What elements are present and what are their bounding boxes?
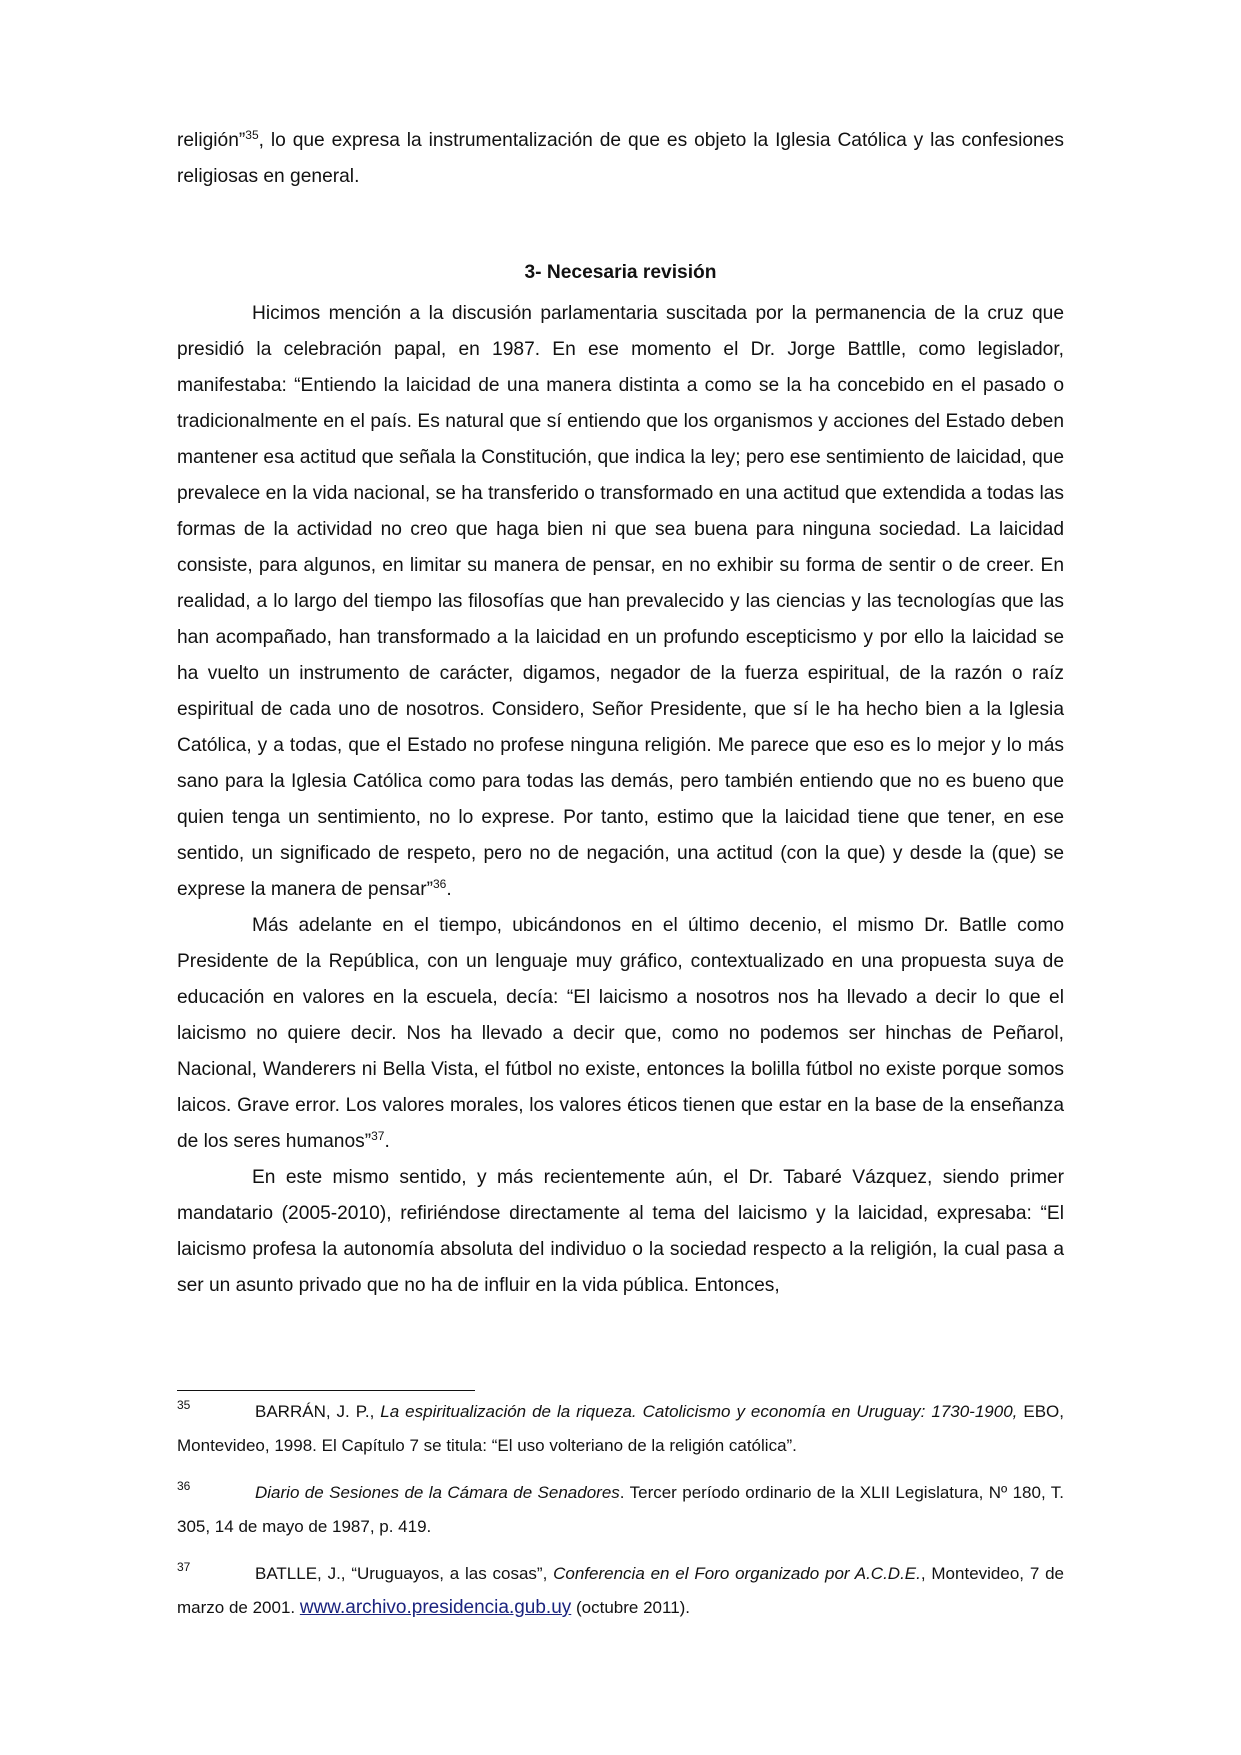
- footnote-title: Diario de Sesiones de la Cámara de Senadores: [255, 1483, 620, 1502]
- footnotes: [177, 1388, 1064, 1631]
- main-body: [177, 296, 1064, 1304]
- footnote-title: La espiritualización de la riqueza. Catolicismo y economía en Uruguay: 1730-1900,: [380, 1402, 1018, 1421]
- footnote-rest: EBO, Montevideo, 1998. El Capítulo 7 se titula: “El uso volteriano de la religión católica”.: [177, 1402, 1064, 1455]
- footnote-rest: . Tercer período ordinario de la XLII Legislatura, Nº 180, T. 305, 14 de mayo de 1987, p. 419.: [177, 1483, 1065, 1536]
- footnote-37: [177, 1550, 1064, 1625]
- archive-link[interactable]: www.archivo.presidencia.gub.uy: [299, 1597, 572, 1618]
- footnote-35: [177, 1388, 1064, 1463]
- footnote-author: BATLLE, J., “Uruguayos, a las cosas”,: [255, 1564, 554, 1583]
- paragraph-text: En este mismo sentido, y más recientemente aún, el Dr. Tabaré Vázquez, siendo primer mandatario (2005-2010), refiriéndose directamente al tema del laicismo y la laicidad, expresaba: “El laicismo profesa la autonomía absoluta del individuo o la sociedad respecto a la religión, la cual pasa a ser un asunto privado que no ha de influir en la vida pública. Entonces,: [177, 1167, 1064, 1296]
- paragraph-text: Hicimos mención a la discusión parlamentaria suscitada por la permanencia de la cruz que presidió la celebración papal, en 1987. En ese momento el Dr. Jorge Battlle, como legislador, manifestaba: “Entiendo la laicidad de una manera distinta a como se la ha concebido en el pasado o tradicionalmente en el país. Es natural que sí entiendo que los organismos y acciones del Estado deben mantener esa actitud que señala la Constitución, que indica la ley; pero ese sentimiento de laicidad, que prevalece en la vida nacional, se ha transferido o transformado en una actitud que extendida a todas las formas de la actividad no creo que haga bien ni que sea buena para ninguna sociedad. La laicidad consiste, para algunos, en limitar su manera de pensar, en no exhibir su forma de sentir o de creer. En realidad, a lo largo del tiempo las filosofías que han prevalecido y las ciencias y las tecnologías que las han acompañado, han transformado a la laicidad en un profundo escepticismo y por ello la laicidad se ha vuelto un instrumento de carácter, digamos, negador de la fuerza espiritual, de la razón o raíz espiritual de cada uno de nosotros. Considero, Señor Presidente, que sí le ha hecho bien a la Iglesia Católica, y a todas, que el Estado no profese ninguna religión. Me parece que eso es lo mejor y lo más sano para la Iglesia Católica como para todas las demás, pero también entiendo que no es bueno que quien tenga un sentimiento, no lo exprese. Por tanto, estimo que la laicidad tiene que tener, en ese sentido, un significado de respeto, pero no de negación, una actitud (con la que) y desde la (que) se exprese la manera de pensar”: [177, 303, 1064, 900]
- paragraph-end: .: [446, 879, 452, 900]
- intro-text-start: religión”: [177, 130, 246, 151]
- footnote-ref-35[interactable]: 35: [245, 128, 259, 142]
- footnote-number: 36: [177, 1479, 191, 1493]
- footnote-author: BARRÁN, J. P.,: [255, 1402, 381, 1421]
- footnote-ref-36[interactable]: 36: [432, 877, 447, 891]
- paragraph-battle-1987: [177, 296, 1064, 908]
- intro-paragraph: [177, 123, 1064, 195]
- paragraph-vazquez: [177, 1160, 1064, 1304]
- footnote-title: Conferencia en el Foro organizado por A.C.D.E.: [553, 1564, 921, 1583]
- section-heading: 3- Necesaria revisión: [524, 262, 717, 283]
- intro-text-end: , lo que expresa la instrumentalización de que es objeto la Iglesia Católica y las confesiones religiosas en general.: [177, 130, 1064, 187]
- footnote-number: 37: [177, 1560, 191, 1574]
- footnote-ref-37[interactable]: 37: [371, 1129, 385, 1143]
- footnote-number: 35: [177, 1398, 191, 1412]
- footnote-36: [177, 1469, 1064, 1544]
- footnote-after-link: (octubre 2011).: [571, 1598, 691, 1617]
- paragraph-text: Más adelante en el tiempo, ubicándonos en el último decenio, el mismo Dr. Batlle como Presidente de la República, con un lenguaje muy gráfico, contextualizado en una propuesta suya de educación en valores en la escuela, decía: “El laicismo a nosotros nos ha llevado a decir lo que el laicismo no quiere decir. Nos ha llevado a decir que, como no podemos ser hinchas de Peñarol, Nacional, Wanderers ni Bella Vista, el fútbol no existe, entonces la bolilla fútbol no existe porque somos laicos. Grave error. Los valores morales, los valores éticos tienen que estar en la base de la enseñanza de los seres humanos”: [177, 915, 1064, 1152]
- paragraph-battle-president: [177, 908, 1064, 1160]
- footnote-rest: , Montevideo, 7 de marzo de 2001.: [177, 1564, 1064, 1617]
- paragraph-end: .: [384, 1131, 390, 1152]
